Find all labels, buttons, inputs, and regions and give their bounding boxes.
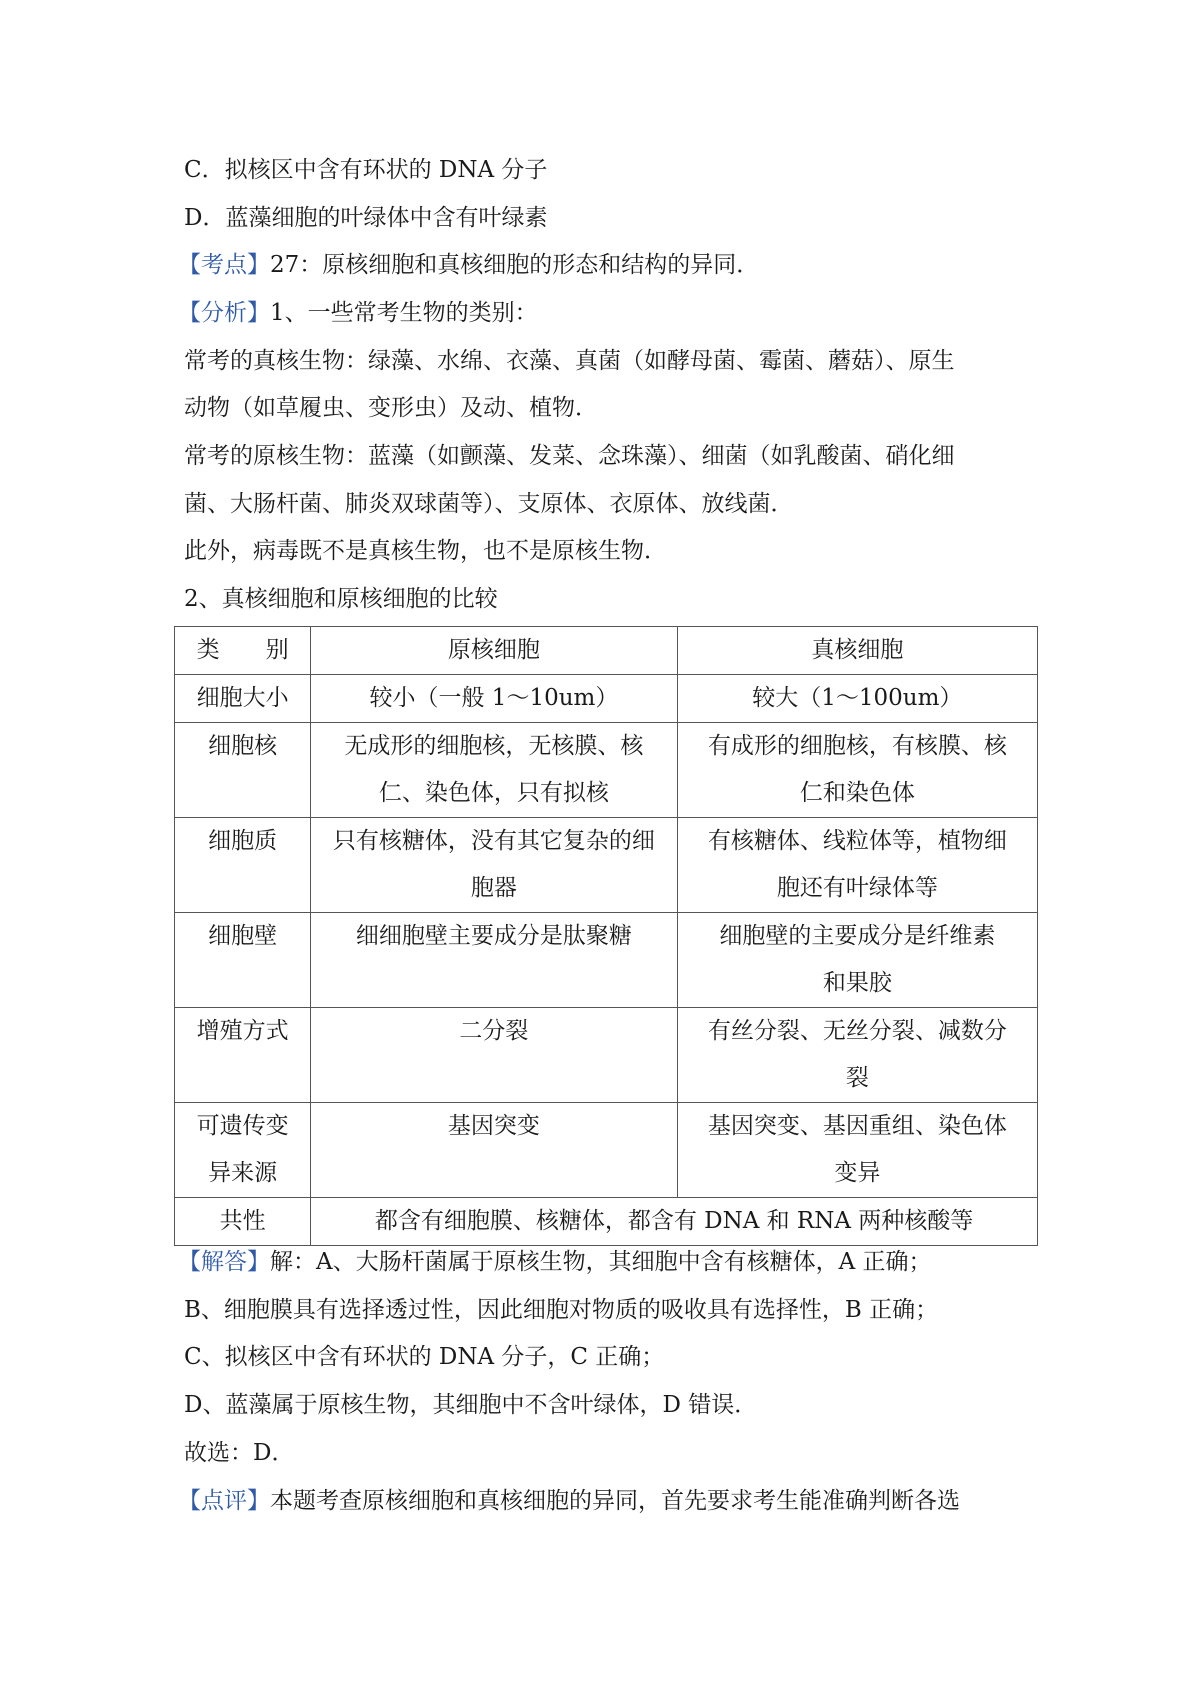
fenxi-paragraph-line: 此外，病毒既不是真核生物，也不是原核生物． xyxy=(184,538,667,564)
kaodian-line xyxy=(178,249,759,281)
fenxi-paragraph-line: 常考的原核生物：蓝藻（如颤藻、发菜、念珠藻）、细菌（如乳酸菌、硝化细 xyxy=(184,443,955,469)
table-cell-prokaryote: 无成形的细胞核，无核膜、核 仁、染色体，只有拟核 xyxy=(311,723,678,818)
table-row xyxy=(175,675,1038,723)
table-cell-category: 共性 xyxy=(175,1198,311,1246)
dianping-text: 本题考查原核细胞和真核细胞的异同，首先要求考生能准确判断各选 xyxy=(270,1488,960,1514)
table-cell-category: 细胞壁 xyxy=(175,913,311,1008)
table-cell-prokaryote: 较小（一般 1～10um） xyxy=(311,675,678,723)
jieda-paragraph-line: C、拟核区中含有环状的 DNA 分子，C 正确； xyxy=(184,1344,665,1370)
table-cell-eukaryote: 有丝分裂、无丝分裂、减数分 裂 xyxy=(677,1008,1037,1103)
table-cell-prokaryote: 细细胞壁主要成分是肽聚糖 xyxy=(311,913,678,1008)
kaodian-text: 27：原核细胞和真核细胞的形态和结构的异同． xyxy=(270,252,760,278)
jieda-line xyxy=(178,1246,932,1278)
table-cell-category: 可遗传变 异来源 xyxy=(175,1103,311,1198)
table-cell-prokaryote: 基因突变 xyxy=(311,1103,678,1198)
dianping-tag: 【点评】 xyxy=(178,1488,270,1514)
table-cell-eukaryote: 基因突变、基因重组、染色体 变异 xyxy=(677,1103,1037,1198)
table-cell-common: 都含有细胞膜、核糖体，都含有 DNA 和 RNA 两种核酸等 xyxy=(311,1198,1038,1246)
table-row xyxy=(175,913,1038,1008)
fenxi-line xyxy=(178,297,538,329)
table-header-cell: 原核细胞 xyxy=(311,627,678,675)
table-row xyxy=(175,1008,1038,1103)
table-row xyxy=(175,818,1038,913)
fenxi-text: 1、一些常考生物的类别： xyxy=(270,300,538,326)
jieda-text: 解：A、大肠杆菌属于原核生物，其细胞中含有核糖体，A 正确； xyxy=(270,1249,932,1275)
jieda-paragraph-line: 故选：D． xyxy=(184,1440,295,1466)
table-header-row xyxy=(175,627,1038,675)
table-cell-eukaryote: 细胞壁的主要成分是纤维素 和果胶 xyxy=(677,913,1037,1008)
fenxi-paragraph-line: 动物（如草履虫、变形虫）及动、植物． xyxy=(184,395,598,421)
table-row-common xyxy=(175,1198,1038,1246)
kaodian-tag: 【考点】 xyxy=(178,252,270,278)
option-c: C．拟核区中含有环状的 DNA 分子 xyxy=(184,157,548,183)
table-header-cell: 真核细胞 xyxy=(677,627,1037,675)
table-cell-eukaryote: 有核糖体、线粒体等，植物细 胞还有叶绿体等 xyxy=(677,818,1037,913)
table-cell-prokaryote: 只有核糖体，没有其它复杂的细 胞器 xyxy=(311,818,678,913)
jieda-paragraph-line: B、细胞膜具有选择透过性，因此细胞对物质的吸收具有选择性，B 正确； xyxy=(184,1297,939,1323)
fenxi-paragraph-line: 常考的真核生物：绿藻、水绵、衣藻、真菌（如酵母菌、霉菌、蘑菇）、原生 xyxy=(184,348,955,374)
comparison-table xyxy=(174,626,1038,1246)
option-d: D．蓝藻细胞的叶绿体中含有叶绿素 xyxy=(184,205,548,231)
fenxi-paragraph-line: 菌、大肠杆菌、肺炎双球菌等）、支原体、衣原体、放线菌． xyxy=(184,491,794,517)
table-cell-category: 细胞质 xyxy=(175,818,311,913)
table-row xyxy=(175,1103,1038,1198)
table-header-cell: 类 别 xyxy=(175,627,311,675)
table-cell-category: 增殖方式 xyxy=(175,1008,311,1103)
fenxi-paragraph-line: 2、真核细胞和原核细胞的比较 xyxy=(184,586,498,612)
table-row xyxy=(175,723,1038,818)
table-cell-category: 细胞大小 xyxy=(175,675,311,723)
jieda-paragraph-line: D、蓝藻属于原核生物，其细胞中不含叶绿体，D 错误． xyxy=(184,1392,758,1418)
jieda-tag: 【解答】 xyxy=(178,1249,270,1275)
table-cell-prokaryote: 二分裂 xyxy=(311,1008,678,1103)
fenxi-tag: 【分析】 xyxy=(178,300,270,326)
table-cell-category: 细胞核 xyxy=(175,723,311,818)
table-cell-eukaryote: 有成形的细胞核，有核膜、核 仁和染色体 xyxy=(677,723,1037,818)
table-cell-eukaryote: 较大（1～100um） xyxy=(677,675,1037,723)
dianping-line xyxy=(178,1485,960,1517)
